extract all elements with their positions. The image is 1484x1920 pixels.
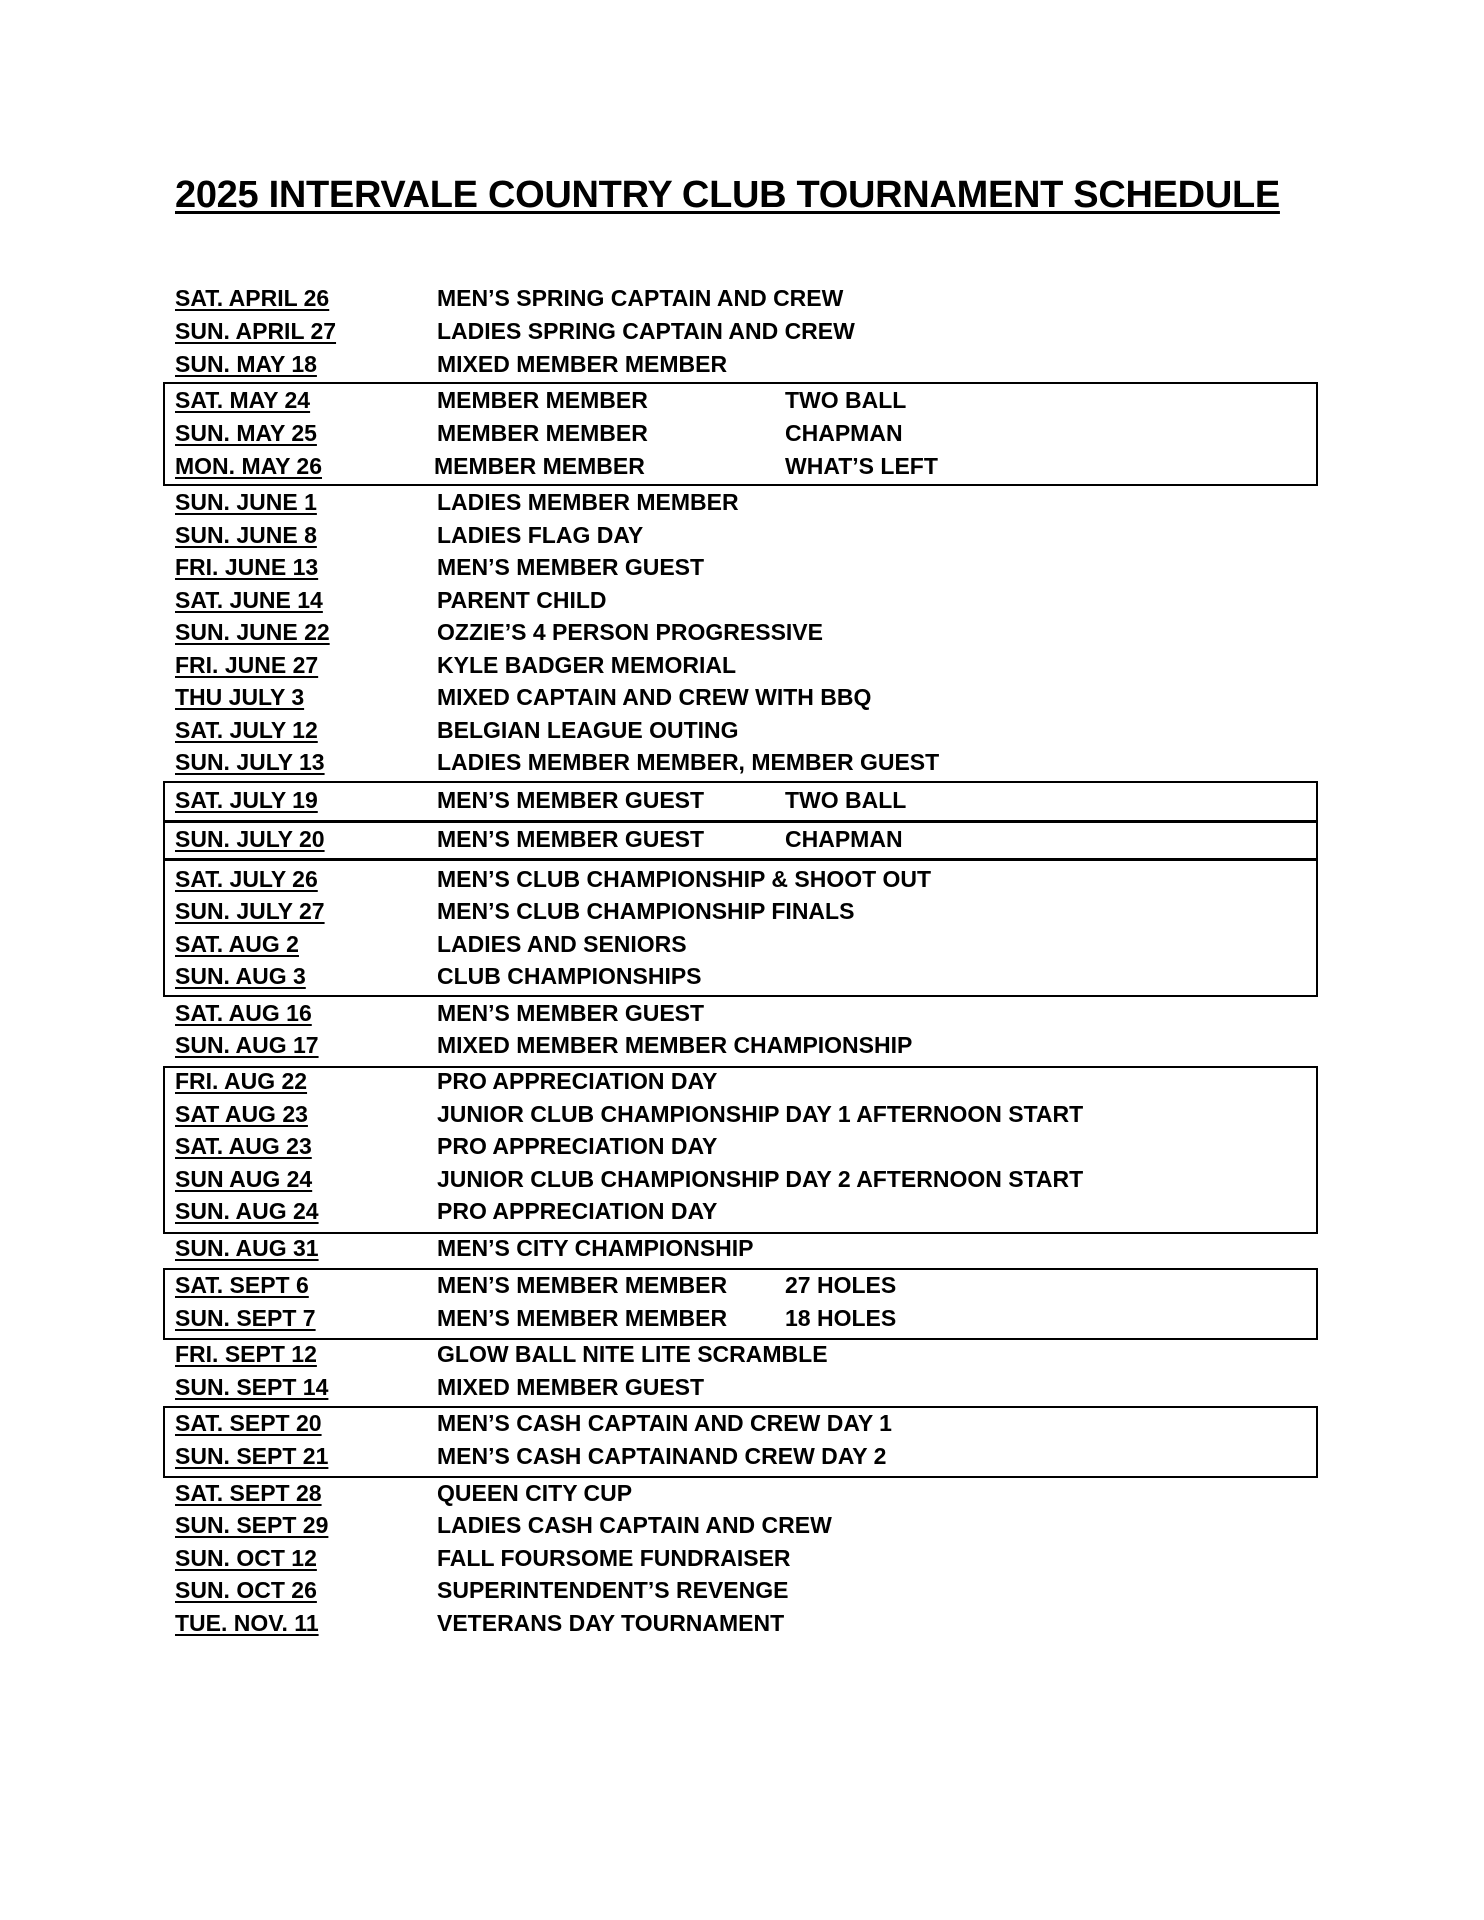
row-date: SAT. SEPT 6 <box>175 1272 309 1298</box>
row-date: SUN. AUG 31 <box>175 1235 319 1261</box>
row-date: SUN. JULY 13 <box>175 749 325 775</box>
row-date: SAT. JULY 26 <box>175 866 318 892</box>
row-date: SUN. JULY 27 <box>175 898 325 924</box>
row-date: SAT. JULY 19 <box>175 787 318 813</box>
row-event: MEMBER MEMBER <box>434 453 645 479</box>
row-date: SAT. AUG 2 <box>175 931 299 957</box>
row-date: SUN AUG 24 <box>175 1166 313 1192</box>
row-date: FRI. JUNE 27 <box>175 652 319 678</box>
row-date: SUN. APRIL 27 <box>175 318 337 344</box>
row-event: MEN’S CASH CAPTAINAND CREW DAY 2 <box>437 1443 887 1469</box>
group-box-july-20 <box>163 821 1318 860</box>
row-event: CLUB CHAMPIONSHIPS <box>437 963 702 989</box>
row-event: MEN’S SPRING CAPTAIN AND CREW <box>437 285 844 311</box>
row-date: SAT. JUNE 14 <box>175 587 323 613</box>
row-note: 27 HOLES <box>785 1272 897 1298</box>
row-event: MIXED CAPTAIN AND CREW WITH BBQ <box>437 684 872 710</box>
row-event: PRO APPRECIATION DAY <box>437 1068 718 1094</box>
row-note: TWO BALL <box>785 387 907 413</box>
row-event: MEN’S MEMBER GUEST <box>437 554 705 580</box>
page-title: 2025 INTERVALE COUNTRY CLUB TOURNAMENT SCHEDULE <box>175 174 1280 216</box>
row-event: LADIES MEMBER MEMBER, MEMBER GUEST <box>437 749 940 775</box>
row-date: SAT. JULY 12 <box>175 717 318 743</box>
row-event: PRO APPRECIATION DAY <box>437 1133 718 1159</box>
row-date: SUN. SEPT 14 <box>175 1374 329 1400</box>
row-date: SUN. JUNE 22 <box>175 619 330 645</box>
row-event: MIXED MEMBER GUEST <box>437 1374 705 1400</box>
row-event: SUPERINTENDENT’S REVENGE <box>437 1577 789 1603</box>
row-event: LADIES SPRING CAPTAIN AND CREW <box>437 318 855 344</box>
row-date: SAT AUG 23 <box>175 1101 308 1127</box>
row-event: LADIES CASH CAPTAIN AND CREW <box>437 1512 832 1538</box>
group-box-pro-appreciation <box>163 1066 1318 1234</box>
row-date: SUN. MAY 25 <box>175 420 317 446</box>
row-date: SUN. SEPT 7 <box>175 1305 316 1331</box>
row-event: GLOW BALL NITE LITE SCRAMBLE <box>437 1341 828 1367</box>
row-date: SAT. AUG 23 <box>175 1133 312 1159</box>
row-event: JUNIOR CLUB CHAMPIONSHIP DAY 2 AFTERNOON START <box>437 1166 1084 1192</box>
row-note: 18 HOLES <box>785 1305 897 1331</box>
row-date: SAT. SEPT 28 <box>175 1480 322 1506</box>
row-date: SUN. OCT 26 <box>175 1577 317 1603</box>
row-event: BELGIAN LEAGUE OUTING <box>437 717 739 743</box>
row-date: SUN. AUG 3 <box>175 963 306 989</box>
row-date: SUN. SEPT 29 <box>175 1512 329 1538</box>
row-note: WHAT’S LEFT <box>785 453 938 479</box>
group-box-member-member <box>163 382 1318 486</box>
row-note: TWO BALL <box>785 787 907 813</box>
row-date: SAT. MAY 24 <box>175 387 311 413</box>
row-date: THU JULY 3 <box>175 684 305 710</box>
row-event: MEN’S MEMBER MEMBER <box>437 1272 728 1298</box>
row-event: MIXED MEMBER MEMBER CHAMPIONSHIP <box>437 1032 913 1058</box>
row-date: SAT. AUG 16 <box>175 1000 312 1026</box>
row-note: CHAPMAN <box>785 420 903 446</box>
row-event: FALL FOURSOME FUNDRAISER <box>437 1545 791 1571</box>
row-note: CHAPMAN <box>785 826 903 852</box>
row-date: TUE. NOV. 11 <box>175 1610 319 1636</box>
row-event: PRO APPRECIATION DAY <box>437 1198 718 1224</box>
row-event: MIXED MEMBER MEMBER <box>437 351 728 377</box>
row-date: FRI. JUNE 13 <box>175 554 319 580</box>
group-box-july-19 <box>163 781 1318 822</box>
row-date: SUN. MAY 18 <box>175 351 317 377</box>
row-event: QUEEN CITY CUP <box>437 1480 633 1506</box>
row-event: PARENT CHILD <box>437 587 607 613</box>
row-event: JUNIOR CLUB CHAMPIONSHIP DAY 1 AFTERNOON START <box>437 1101 1084 1127</box>
row-event: MEN’S CITY CHAMPIONSHIP <box>437 1235 754 1261</box>
row-date: SUN. JUNE 1 <box>175 489 317 515</box>
row-event: MEN’S CLUB CHAMPIONSHIP FINALS <box>437 898 855 924</box>
group-box-mens-member-member <box>163 1268 1318 1340</box>
row-date: SUN. JULY 20 <box>175 826 325 852</box>
row-date: MON. MAY 26 <box>175 453 322 479</box>
row-event: MEN’S MEMBER MEMBER <box>437 1305 728 1331</box>
row-event: KYLE BADGER MEMORIAL <box>437 652 736 678</box>
row-event: VETERANS DAY TOURNAMENT <box>437 1610 785 1636</box>
row-event: MEN’S MEMBER GUEST <box>437 1000 705 1026</box>
row-event: LADIES FLAG DAY <box>437 522 644 548</box>
row-date: SAT. APRIL 26 <box>175 285 330 311</box>
row-event: MEN’S CLUB CHAMPIONSHIP & SHOOT OUT <box>437 866 932 892</box>
row-date: FRI. SEPT 12 <box>175 1341 317 1367</box>
row-date: SUN. OCT 12 <box>175 1545 317 1571</box>
row-event: MEMBER MEMBER <box>437 387 648 413</box>
row-event: LADIES MEMBER MEMBER <box>437 489 739 515</box>
row-date: SUN. AUG 17 <box>175 1032 319 1058</box>
row-event: MEN’S MEMBER GUEST <box>437 787 705 813</box>
row-event: OZZIE’S 4 PERSON PROGRESSIVE <box>437 619 823 645</box>
row-date: SUN. SEPT 21 <box>175 1443 329 1469</box>
row-date: SUN. JUNE 8 <box>175 522 317 548</box>
row-event: MEMBER MEMBER <box>437 420 648 446</box>
row-date: SUN. AUG 24 <box>175 1198 319 1224</box>
row-event: MEN’S CASH CAPTAIN AND CREW DAY 1 <box>437 1410 892 1436</box>
row-event: LADIES AND SENIORS <box>437 931 687 957</box>
row-date: SAT. SEPT 20 <box>175 1410 322 1436</box>
row-event: MEN’S MEMBER GUEST <box>437 826 705 852</box>
row-date: FRI. AUG 22 <box>175 1068 308 1094</box>
